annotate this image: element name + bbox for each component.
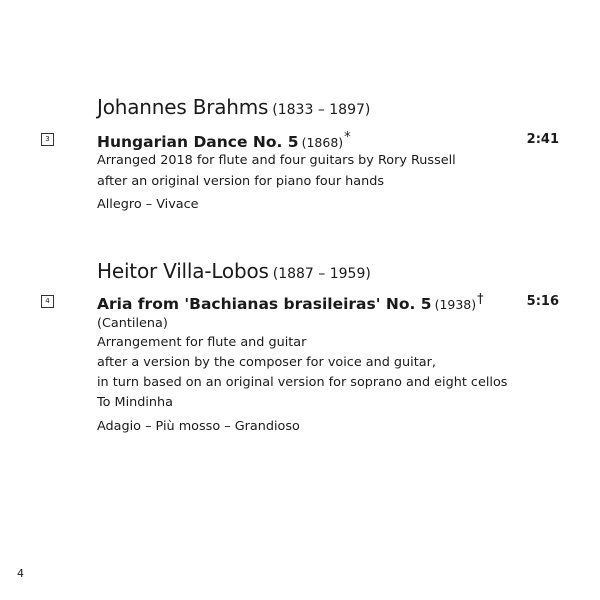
work-year: (1868)	[301, 135, 344, 150]
work-note: after a version by the composer for voice and guitar,	[97, 355, 436, 370]
composer-dates: (1887 – 1959)	[272, 266, 371, 282]
work-note: To Mindinha	[97, 395, 173, 410]
work-note: Arrangement for flute and guitar	[97, 335, 307, 350]
work-heading	[97, 130, 351, 151]
work-title: Aria from 'Bachianas brasileiras' No. 5	[97, 295, 432, 313]
work-year: (1938)	[434, 297, 477, 312]
page-number: 4	[17, 567, 24, 580]
composer-heading	[97, 95, 537, 119]
work-note: Arranged 2018 for flute and four guitars by Rory Russell	[97, 153, 456, 168]
track-duration: 5:16	[526, 294, 559, 309]
composer-heading	[97, 259, 537, 283]
track-duration: 2:41	[526, 132, 559, 147]
composer-name: Johannes Brahms	[97, 95, 269, 119]
composer-dates: (1833 – 1897)	[272, 102, 371, 118]
work-note: (Cantilena)	[97, 316, 168, 331]
tempo-marking: Allegro – Vivace	[97, 197, 199, 212]
work-heading	[97, 292, 484, 313]
work-footnote-mark: *	[344, 130, 351, 145]
work-note: after an original version for piano four hands	[97, 174, 385, 189]
work-title: Hungarian Dance No. 5	[97, 133, 299, 151]
tempo-marking: Adagio – Più mosso – Grandioso	[97, 419, 300, 434]
track-number-box: 4	[41, 295, 54, 308]
composer-name: Heitor Villa-Lobos	[97, 259, 269, 283]
track-number-box: 3	[41, 133, 54, 146]
work-footnote-mark: †	[477, 292, 484, 307]
work-note: in turn based on an original version for soprano and eight cellos	[97, 375, 508, 390]
